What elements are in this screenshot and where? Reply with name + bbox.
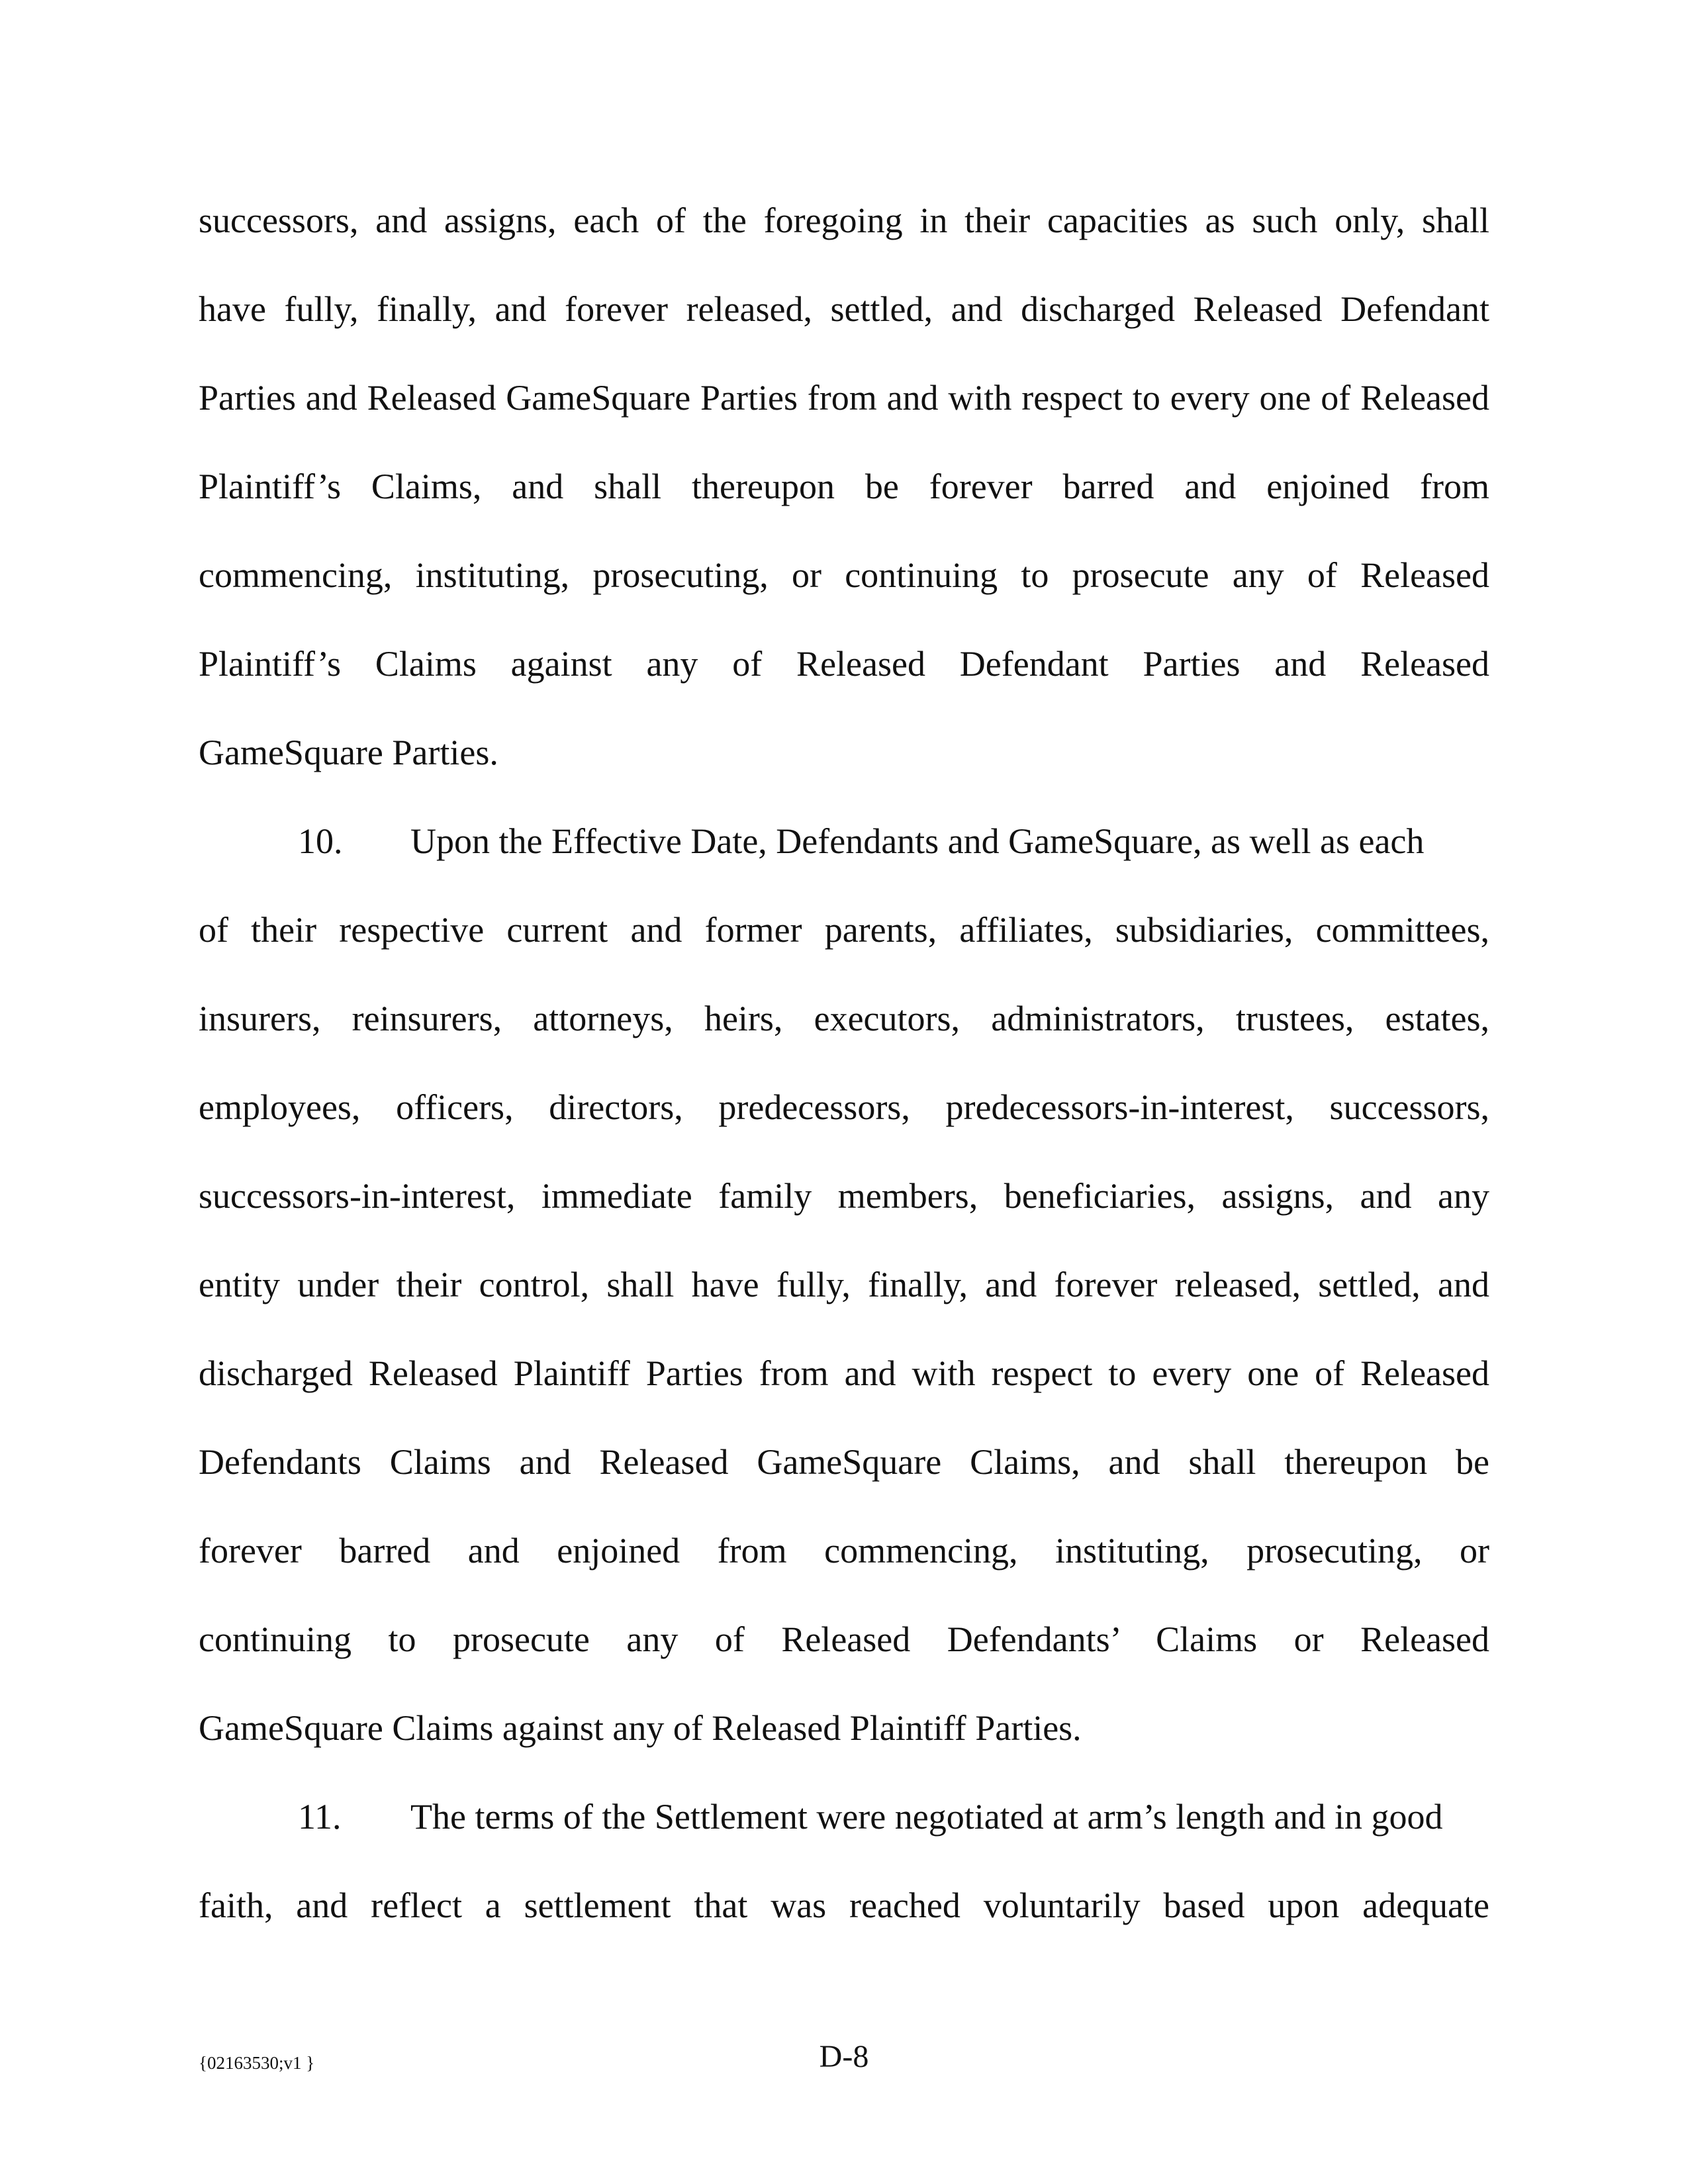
paragraph-11-first-line (199, 1787, 1489, 1876)
text-line: continuing to prosecute any of Released Defendants’ Claims or Released (199, 1619, 1489, 1659)
footer-page-number: D-8 (819, 2039, 869, 2074)
text-line: Plaintiff’s Claims against any of Released Defendant Parties and Released (199, 644, 1489, 684)
text-line: successors, and assigns, each of the foregoing in their capacities as such only, shall (199, 201, 1489, 240)
text-line: entity under their control, shall have fully, finally, and forever released, settled, and (199, 1265, 1489, 1304)
text-line: commencing, instituting, prosecuting, or continuing to prosecute any of Released (199, 555, 1489, 595)
text-line: have fully, finally, and forever released, settled, and discharged Released Defendant (199, 289, 1489, 329)
text-line: Plaintiff’s Claims, and shall thereupon be forever barred and enjoined from (199, 467, 1489, 506)
text-line: discharged Released Plaintiff Parties from and with respect to every one of Released (199, 1353, 1489, 1393)
paragraph-text: The terms of the Settlement were negotiated at arm’s length and in good (410, 1797, 1443, 1837)
text-line: GameSquare Claims against any of Released Plaintiff Parties. (199, 1708, 1082, 1748)
text-line: employees, officers, directors, predecessors, predecessors-in-interest, successors, (199, 1087, 1489, 1127)
document-body (199, 191, 1489, 1964)
text-line: Defendants Claims and Released GameSquare Claims, and shall thereupon be (199, 1442, 1489, 1482)
paragraph-10-first-line (199, 811, 1489, 900)
text-line: GameSquare Parties. (199, 733, 498, 772)
text-line: successors-in-interest, immediate family members, beneficiaries, assigns, and any (199, 1176, 1489, 1216)
text-line: forever barred and enjoined from commencing, instituting, prosecuting, or (199, 1531, 1489, 1570)
text-line: Parties and Released GameSquare Parties from and with respect to every one of Released (199, 378, 1489, 418)
paragraph-text: Upon the Effective Date, Defendants and GameSquare, as well as each (410, 821, 1425, 861)
paragraph-number: 10. (298, 821, 343, 861)
text-line: insurers, reinsurers, attorneys, heirs, executors, administrators, trustees, estates, (199, 999, 1489, 1038)
paragraph-number: 11. (298, 1797, 342, 1837)
text-line: of their respective current and former parents, affiliates, subsidiaries, committees, (199, 910, 1489, 950)
footer-document-id: {02163530;v1 } (199, 2053, 315, 2073)
text-line: faith, and reflect a settlement that was reached voluntarily based upon adequate (199, 1886, 1489, 1925)
